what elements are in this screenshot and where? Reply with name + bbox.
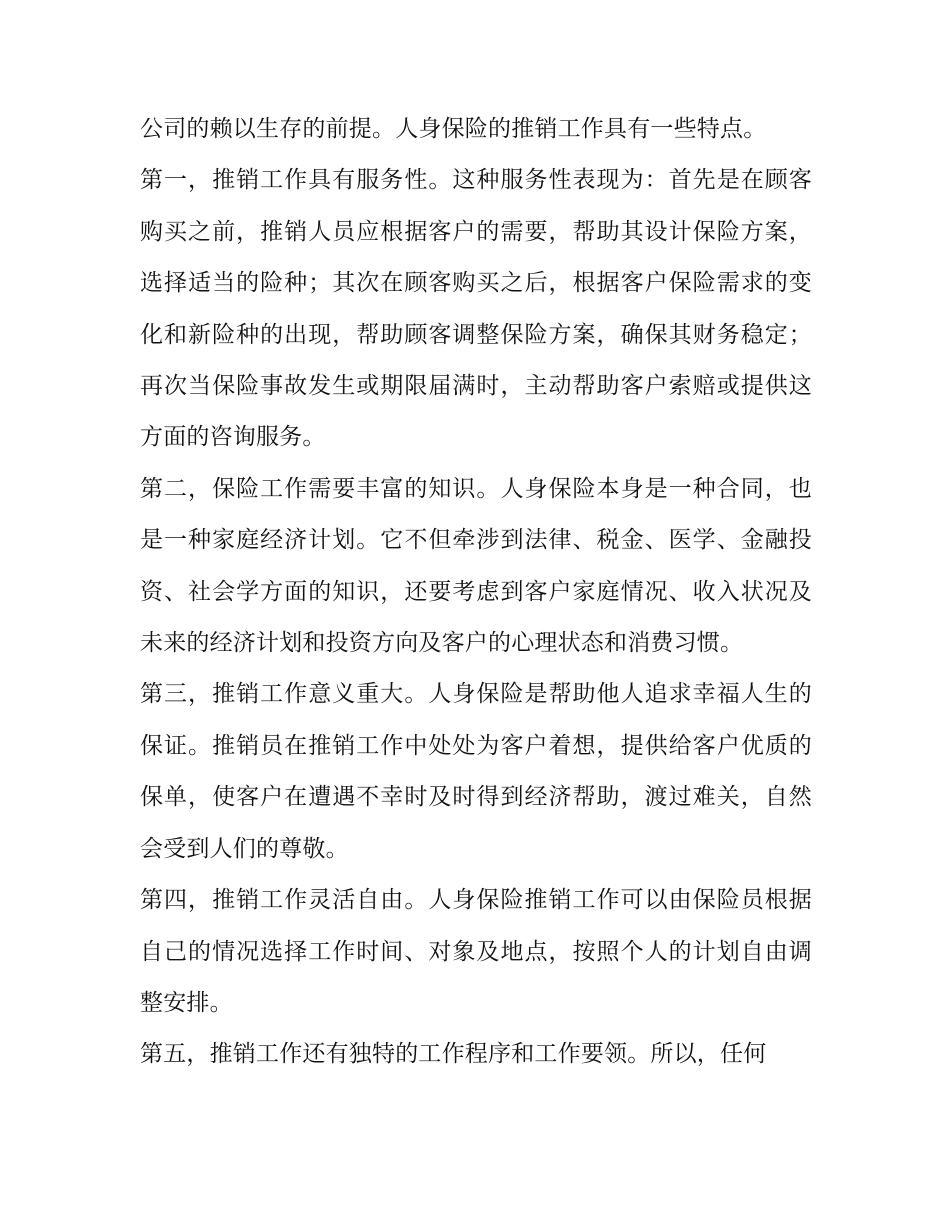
paragraph-fourth-feature: 第四，推销工作灵活自由。人身保险推销工作可以由保险员根据自己的情况选择工作时间、对象及地点，按照个人的计划自由调整安排。 <box>140 887 812 1016</box>
paragraph-third-feature: 第三，推销工作意义重大。人身保险是帮助他人追求幸福人生的保证。推销员在推销工作中处处为客户着想，提供给客户优质的保单，使客户在遭遇不幸时及时得到经济帮助，渡过难关，自然会受到人们的尊敬。 <box>140 681 812 862</box>
paragraph-intro: 公司的赖以生存的前提。人身保险的推销工作具有一些特点。 <box>140 116 767 142</box>
paragraph-second-feature: 第二，保险工作需要丰富的知识。人身保险本身是一种合同，也是一种家庭经济计划。它不但牵涉到法律、税金、医学、金融投资、社会学方面的知识，还要考虑到客户家庭情况、收入状况及未来的经济计划和投资方向及客户的心理状态和消费习惯。 <box>140 475 812 657</box>
paragraph-fifth-feature: 第五，推销工作还有独特的工作程序和工作要领。所以，任何 <box>140 1041 767 1068</box>
paragraph-first-feature: 第一，推销工作具有服务性。这种服务性表现为：首先是在顾客购买之前，推销人员应根据客户的需要，帮助其设计保险方案，选择适当的险种；其次在顾客购买之后，根据客户保险需求的变化和新险种的出现，帮助顾客调整保险方案，确保其财务稳定；再次当保险事故发生或期限届满时，主动帮助客户索赔或提供这方面的咨询服务。 <box>140 167 812 451</box>
document-body <box>140 104 812 1081</box>
